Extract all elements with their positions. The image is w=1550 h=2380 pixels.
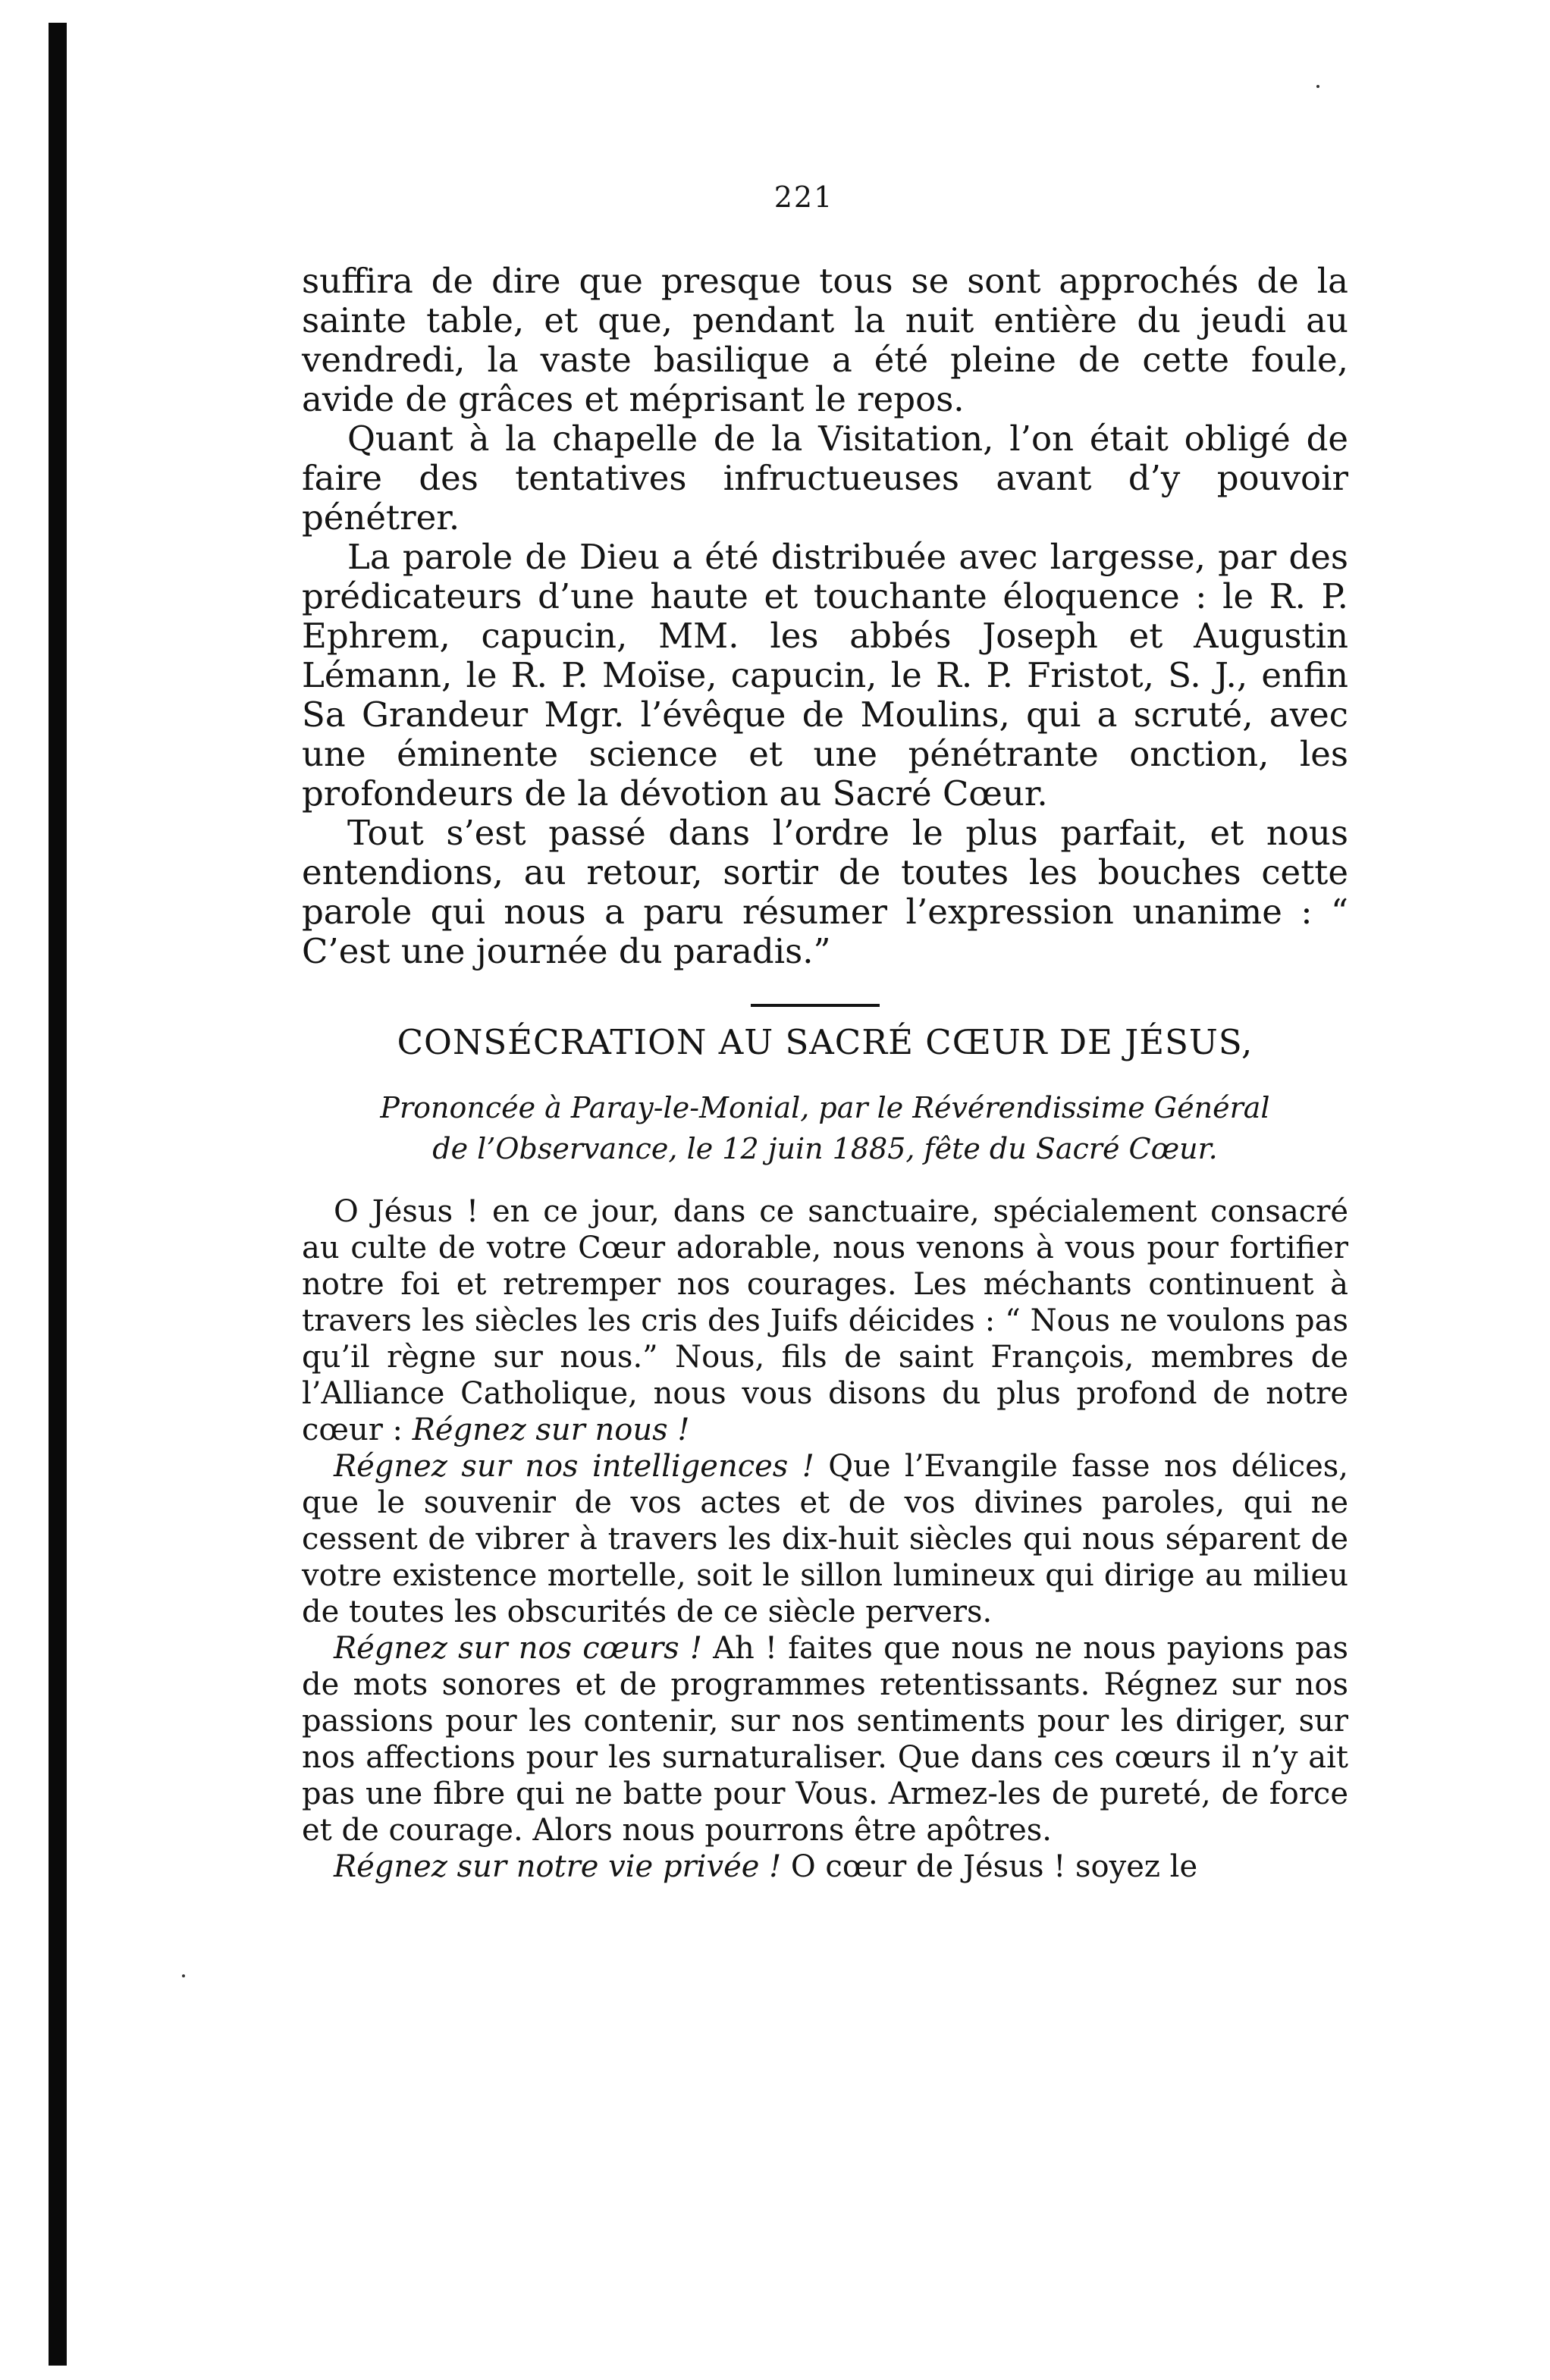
paragraph-text: Que l’Evangile fasse nos délices, que le souvenir de vos actes et de vos divines paroles, qui ne cessent de vibrer à travers les dix-huit siècles qui nous séparent de votre existence mortelle, soit le sillon lumineux qui dirige au milieu de toutes les obscurités de ce siècle pervers. <box>302 1449 1349 1629</box>
paragraph-visitation-chapel: Quant à la chapelle de la Visitation, l’on était obligé de faire des tentatives infructueuses avant d’y pouvoir pénétrer. <box>302 419 1348 538</box>
stray-mark <box>182 1974 185 1977</box>
report-text-section <box>302 262 1348 971</box>
paragraph-preachers: La parole de Dieu a été distribuée avec largesse, par des prédicateurs d’une haute et touchante éloquence : le R. P. Ephrem, capucin, MM. les abbés Joseph et Augustin Lémann, le R. P. Moïse, capucin, le R. P. Fristot, S. J., enfin Sa Grandeur Mgr. l’évêque de Moulins, qui a scruté, avec une éminente science et une pénétrante onction, les profondeurs de la dévotion au Sacré Cœur. <box>302 537 1348 814</box>
page-number: 221 <box>773 180 834 214</box>
paragraph-conclusion: Tout s’est passé dans l’ordre le plus parfait, et nous entendions, au retour, sortir de toutes les bouches cette parole qui nous a paru résumer l’expression unanime : “ C’est une journée du paradis.” <box>302 813 1348 971</box>
emphasis-text: Régnez sur nos cœurs ! <box>334 1631 702 1666</box>
subtitle-line: Prononcée à Paray-le-Monial, par le Révérendissime Général <box>380 1091 1270 1124</box>
section-title: CONSÉCRATION AU SACRÉ CŒUR DE JÉSUS, <box>397 1022 1253 1062</box>
subtitle-line: de l’Observance, le 12 juin 1885, fête du Sacré Cœur. <box>432 1132 1218 1165</box>
emphasis-text: Régnez sur nous ! <box>412 1413 690 1447</box>
paragraph-opening-prayer <box>302 1193 1348 1448</box>
paragraph-private-life <box>302 1848 1348 1885</box>
paragraph-text: Ah ! faites que nous ne nous payions pas de mots sonores et de programmes retentissants. Régnez sur nos passions pour les contenir, sur nos sentiments pour les diriger, sur nos affections pour les surnaturaliser. Que dans ces cœurs il n’y ait pas une fibre qui ne batte pour Vous. Armez-les de pureté, de force et de courage. Alors nous pourrons être apôtres. <box>302 1631 1348 1848</box>
emphasis-text: Régnez sur nos intelligences ! <box>334 1449 814 1484</box>
section-subtitle <box>302 1087 1348 1169</box>
paragraph-communion: suffira de dire que presque tous se sont approchés de la sainte table, et que, pendant la nuit entière du jeudi au vendredi, la vaste basilique a été pleine de cette foule, avide de grâces et méprisant le repos. <box>302 261 1348 419</box>
paragraph-text: O Jésus ! en ce jour, dans ce sanctuaire, spécialement consacré au culte de votre Cœur adorable, nous venons à vous pour fortifier notre foi et retremper nos courages. Les méchants continuent à travers les siècles les cris des Juifs déicides : “ Nous ne voulons pas qu’il règne sur nous.” Nous, fils de saint François, membres de l’Alliance Catholique, nous vous disons du plus profond de notre cœur : <box>302 1194 1348 1447</box>
consecration-text <box>302 1193 1348 1885</box>
page-binding-edge <box>49 23 67 2366</box>
stray-mark <box>1316 85 1319 88</box>
emphasis-text: Régnez sur notre vie privée ! <box>334 1849 782 1884</box>
paragraph-hearts <box>302 1630 1348 1848</box>
paragraph-intelligences <box>302 1448 1348 1630</box>
paragraph-text: O cœur de Jésus ! soyez le <box>781 1849 1198 1884</box>
section-divider <box>751 1004 880 1007</box>
